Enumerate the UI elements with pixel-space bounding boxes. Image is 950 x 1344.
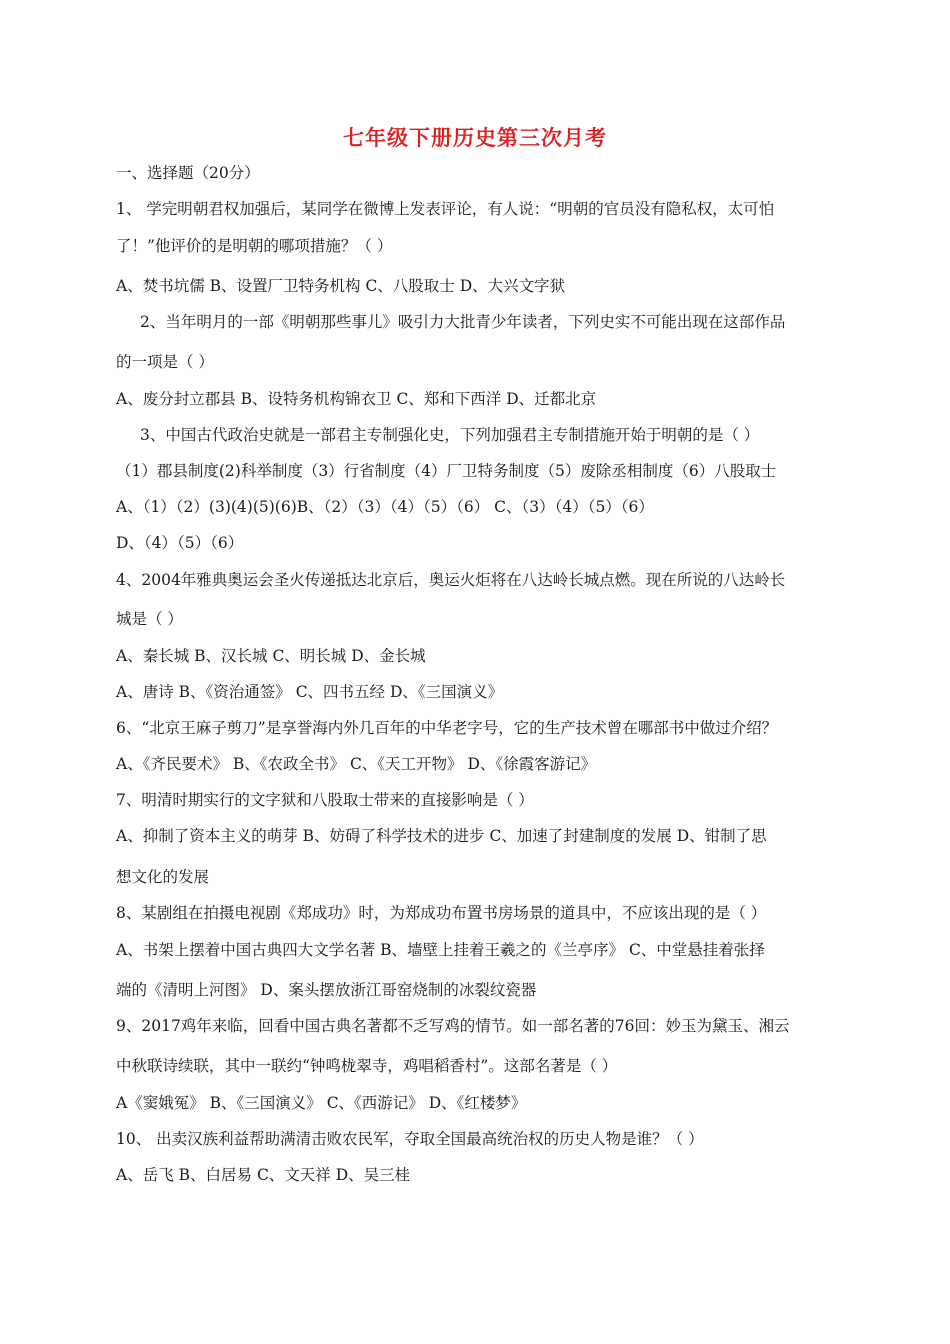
question-1-options: A、焚书坑儒 B、设置厂卫特务机构 C、八股取士 D、大兴文字狱 bbox=[116, 277, 566, 295]
question-5-options: A、唐诗 B、《资治通签》 C、四书五经 D、《三国演义》 bbox=[116, 683, 504, 701]
question-6-options: A、《齐民要术》 B、《农政全书》 C、《天工开物》 D、《徐霞客游记》 bbox=[116, 755, 597, 773]
question-3-options-2: D、（4）（5）（6） bbox=[116, 534, 244, 552]
question-2-line-1: 2、当年明月的一部《明朝那些事儿》吸引力大批青少年读者，下列史实不可能出现在这部作品 bbox=[140, 313, 786, 331]
question-4-options: A、秦长城 B、汉长城 C、明长城 D、金长城 bbox=[116, 647, 426, 665]
question-1-line-2: 了！”他评价的是明朝的哪项措施？（ ） bbox=[116, 237, 393, 255]
question-8-options-1: A、书架上摆着中国古典四大文学名著 B、墙壁上挂着王羲之的《兰亭序》 C、中堂悬挂着张择 bbox=[116, 941, 765, 959]
section-heading: 一、选择题（20分） bbox=[116, 164, 260, 182]
question-4-line-1: 4、2004年雅典奥运会圣火传递抵达北京后，奥运火炬将在八达岭长城点燃。现在所说的八达岭长 bbox=[116, 571, 786, 589]
question-8-options-2: 端的《清明上河图》 D、案头摆放浙江哥窑烧制的冰裂纹瓷器 bbox=[116, 981, 537, 999]
question-7-options-1: A、抑制了资本主义的萌芽 B、妨碍了科学技术的进步 C、加速了封建制度的发展 D、钳制了思 bbox=[116, 827, 767, 845]
question-3-line-1: 3、中国古代政治史就是一部君主专制强化史，下列加强君主专制措施开始于明朝的是（ ） bbox=[140, 426, 760, 444]
question-9-options: A《窦娥冤》 B、《三国演义》 C、《西游记》 D、《红楼梦》 bbox=[116, 1094, 527, 1112]
question-7-line-1: 7、明清时期实行的文字狱和八股取士带来的直接影响是（ ） bbox=[116, 791, 534, 809]
question-6-line-1: 6、“北京王麻子剪刀”是享誉海内外几百年的中华老字号，它的生产技术曾在哪部书中做过介绍？ bbox=[116, 719, 778, 737]
question-7-options-2: 想文化的发展 bbox=[116, 868, 210, 886]
question-10-options: A、岳飞 B、白居易 C、文天祥 D、吴三桂 bbox=[116, 1166, 411, 1184]
question-2-options: A、废分封立郡县 B、设特务机构锦衣卫 C、郑和下西洋 D、迁都北京 bbox=[116, 390, 597, 408]
question-8-line-1: 8、某剧组在拍摄电视剧《郑成功》时，为郑成功布置书房场景的道具中，不应该出现的是（ ） bbox=[116, 904, 767, 922]
page-title: 七年级下册历史第三次月考 bbox=[343, 125, 607, 150]
question-3-items: （1）郡县制度(2)科举制度（3）行省制度（4）厂卫特务制度（5）废除丞相制度（6）八股取士 bbox=[116, 462, 777, 480]
question-1-line-1: 1、 学完明朝君权加强后，某同学在微博上发表评论，有人说：“明朝的官员没有隐私权，太可怕 bbox=[116, 200, 775, 218]
question-9-line-2: 中秋联诗续联，其中一联约“钟鸣栊翠寺，鸡唱稻香村”。这部名著是（ ） bbox=[116, 1057, 618, 1075]
question-10-line-1: 10、 出卖汉族利益帮助满清击败农民军，夺取全国最高统治权的历史人物是谁？（ ） bbox=[116, 1130, 704, 1148]
question-9-line-1: 9、2017鸡年来临，回看中国古典名著都不乏写鸡的情节。如一部名著的76回：妙玉为黛玉、湘云 bbox=[116, 1017, 790, 1035]
question-2-line-2: 的一项是（ ） bbox=[116, 353, 214, 371]
question-3-options-1: A、（1）（2）(3)(4)(5)(6)B、（2）（3）（4）（5）（6） C、（3）（4）（5）（6） bbox=[116, 498, 654, 516]
question-4-line-2: 城是（ ） bbox=[116, 610, 183, 628]
